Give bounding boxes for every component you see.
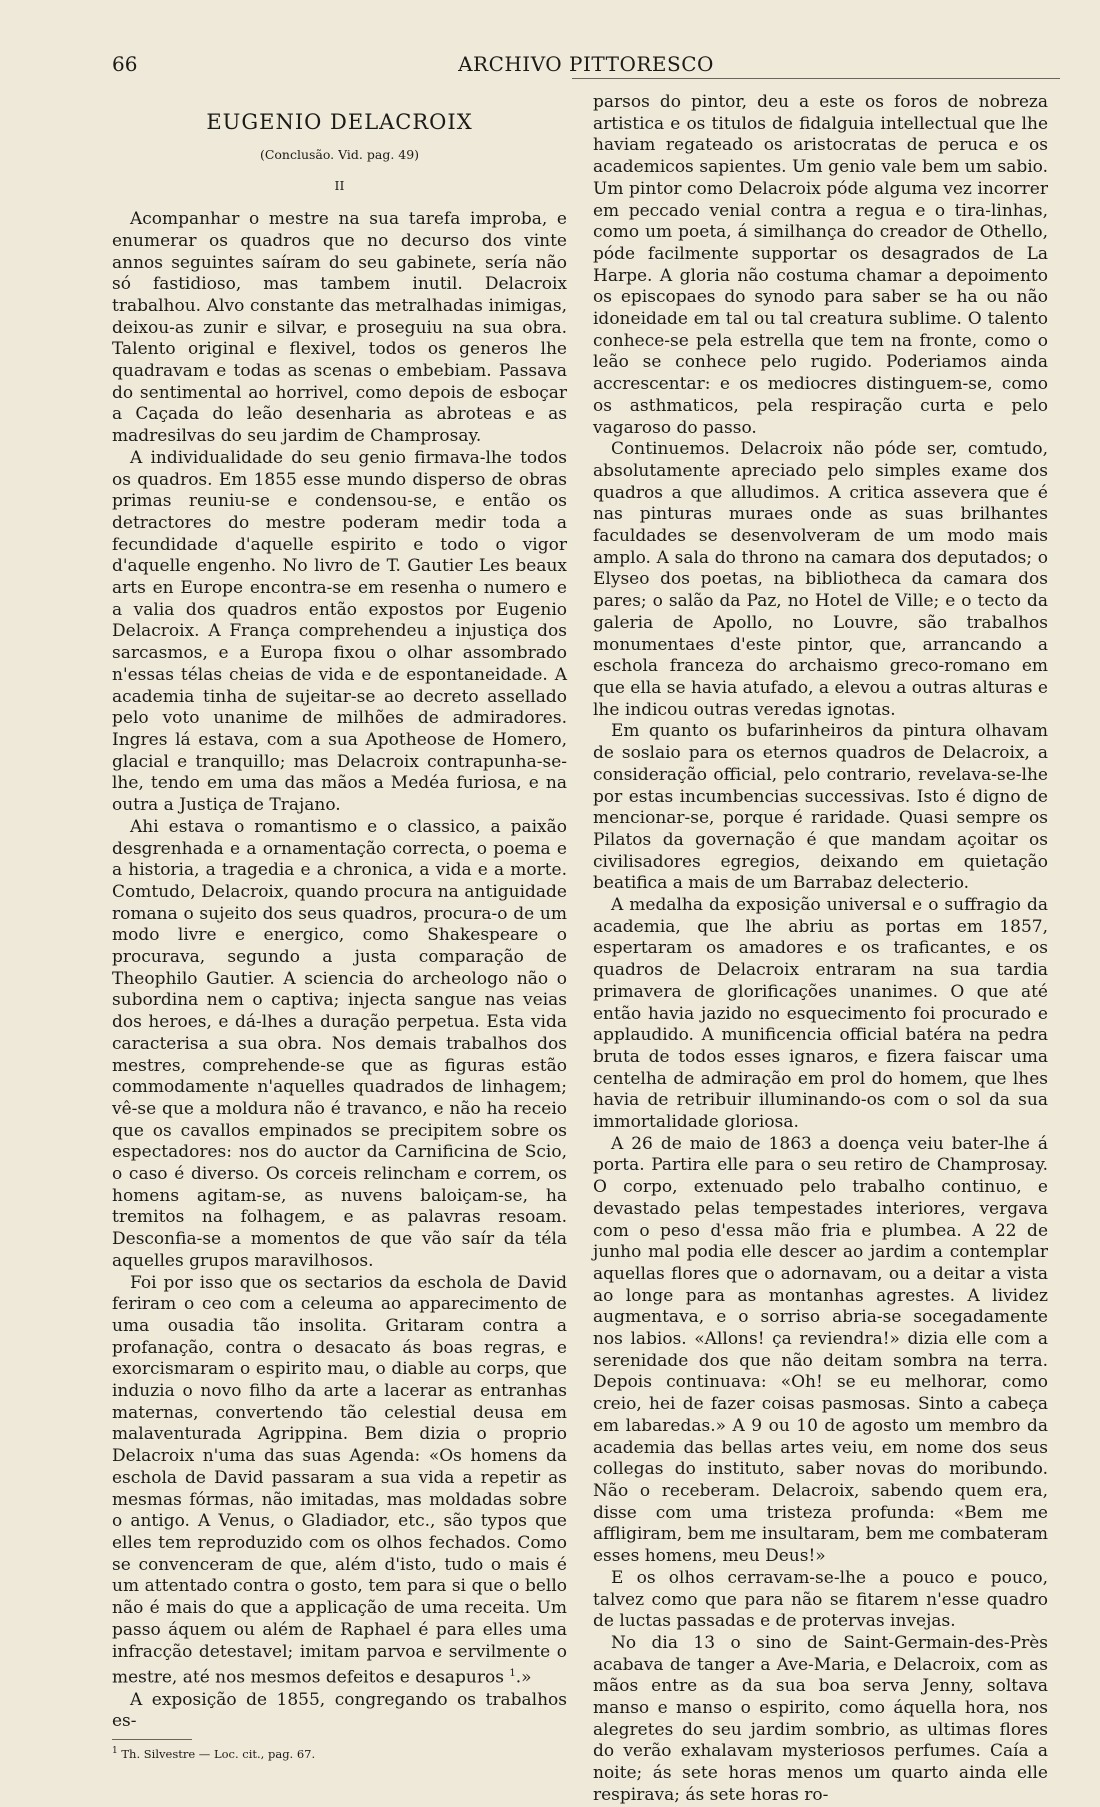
page-header	[112, 52, 1060, 80]
paragraph	[112, 1273, 567, 1690]
right-column	[593, 92, 1048, 1807]
paragraph: parsos do pintor, deu a este os foros de nobreza artistica e os titulos de fidalguia intellectual que lhe haviam regateado os aristocratas de peruca e os academicos sapientes. Um genio vale bem um sabio. Um pintor como Delacroix póde alguma vez incorrer em peccado venial contra a regua e o tira-linhas, como um poeta, á similhança do creador de Othello, póde facilmente supportar os desagrados de La Harpe. A gloria não costuma chamar a depoimento os episcopaes do synodo para saber se ha ou não idoneidade em tal ou tal creatura sublime. O talento conhece-se pela estrella que tem na fronte, como o leão se conhece pelo rugido. Poderiamos ainda accrescentar: e os mediocres distinguem-se, como os asthmaticos, pela respiração curta e pelo vagaroso do passo.	[593, 92, 1048, 438]
paragraph: Ahi estava o romantismo e o classico, a paixão desgrenhada e a ornamentação correcta, o poema e a historia, a tragedia e a chronica, a vida e a morte. Comtudo, Delacroix, quando procura na antiguidade romana o sujeito dos seus quadros, procura-o de um modo livre e energico, como Shakespeare o procurava, segundo a justa comparação de Theophilo Gautier. A sciencia do archeologo não o subordina nem o captiva; injecta sangue nas veias dos heroes, e dá-lhes a duração perpetua. Esta vida caracterisa a sua obra. Nos demais trabalhos dos mestres, comprehende-se que as figuras estão commodamente n'aquelles quadrados de linhagem; vê-se que a moldura não é travanco, e não ha receio que os cavallos empinados se precipitem sobre os espectadores: nos do auctor da Carnificina de Scio, o caso é diverso. Os corceis relincham e correm, os homens agitam-se, as nuvens baloiçam-se, ha tremitos na folhagem, e as palavras resoam. Desconfia-se a momentos de que vão saír da téla aquelles grupos maravilhosos.	[112, 816, 567, 1271]
paragraph: E os olhos cerravam-se-lhe a pouco e pouco, talvez como que para não se fitarem n'esse quadro de luctas passadas e de protervas invejas.	[593, 1567, 1048, 1632]
paragraph-end: .»	[515, 1667, 532, 1688]
page-number: 66	[112, 52, 138, 76]
paragraph: A 26 de maio de 1863 a doença veiu bater-lhe á porta. Partira elle para o seu retiro de Champrosay. O corpo, extenuado pelo trabalho continuo, e devastado pelas tempestades interiores, vergava com o peso d'essa mão fria e plumbea. A 22 de junho mal podia elle descer ao jardim a contemplar aquellas flores que o adornavam, ou a deitar a vista ao longe para as montanhas agrestes. A lividez augmentava, e o sorriso abria-se socegadamente nos labios. «Allons! ça reviendra!» dizia elle com a serenidade dos que não deitam sombra na terra. Depois continuava: «Oh! se eu melhorar, como creio, hei de fazer coisas pasmosas. Sinto a cabeça em labaredas.» A 9 ou 10 de agosto um membro da academia das bellas artes veiu, em nome dos seus collegas do instituto, saber novas do moribundo. Não o receberam. Delacroix, sabendo quem era, disse com uma tristeza profunda: «Bem me affligiram, bem me insultaram, bem me combateram esses homens, meu Deus!»	[593, 1133, 1048, 1567]
footnote-text: Th. Silvestre — Loc. cit., pag. 67.	[121, 1746, 316, 1761]
paragraph: A individualidade do seu genio firmava-lhe todos os quadros. Em 1855 esse mundo disperso de obras primas reuniu-se e condensou-se, e então os detractores do mestre poderam medir toda a fecundidade d'aquelle espirito e todo o vigor d'aquelle engenho. No livro de T. Gautier Les beaux arts en Europe encontra-se em resenha o numero e a valia dos quadros então expostos por Eugenio Delacroix. A França comprehendeu a injustiça dos sarcasmos, e a Europa fixou o olhar assombrado n'essas télas cheias de vida e de espontaneidade. A academia tinha de sujeitar-se ao decreto assellado pelo voto unanime de milhões de admiradores. Ingres lá estava, com a sua Apotheose de Homero, glacial e tranquillo; mas Delacroix contrapunha-se-lhe, tendo em uma das mãos a Medéa furiosa, e na outra a Justiça de Trajano.	[112, 447, 567, 816]
header-rule	[572, 78, 1060, 79]
left-column	[112, 92, 567, 1807]
paragraph: Continuemos. Delacroix não póde ser, comtudo, absolutamente apreciado pelo simples exame dos quadros a que alludimos. A critica assevera que é nas pinturas muraes onde as suas brilhantes faculdades se desenvolveram de um modo mais amplo. A sala do throno na camara dos deputados; o Elyseo dos poetas, na bibliotheca da camara dos pares; o salão da Paz, no Hotel de Ville; e o tecto da galeria de Apollo, no Louvre, são trabalhos monumentaes d'este pintor, que, arrancando a eschola franceza do archaismo greco-romano em que ella se havia atufado, a elevou a outras alturas e lhe indicou outras veredas ignotas.	[593, 439, 1048, 720]
footnote-number: 1	[112, 1745, 118, 1756]
article-title: EUGENIO DELACROIX	[206, 110, 473, 134]
paragraph: Em quanto os bufarinheiros da pintura olhavam de soslaio para os eternos quadros de Delacroix, a consideração official, pelo contrario, revelava-se-lhe por estas incumbencias successivas. Isto é digno de mencionar-se, porque é raridade. Quasi sempre os Pilatos da governação é que mandam açoitar os civilisadores egregios, deixando em quietação beatifica a mais de um Barrabaz delecterio.	[593, 721, 1048, 894]
paragraph: Acompanhar o mestre na sua tarefa improba, e enumerar os quadros que no decurso dos vinte annos seguintes saíram do seu gabinete, sería não só fastidioso, mas tambem inutil. Delacroix trabalhou. Alvo constante das metralhadas inimigas, deixou-as zunir e silvar, e proseguiu na sua obra. Talento original e flexivel, todos os generos lhe quadravam e todas as scenas o embebiam. Passava do sentimental ao horrivel, como depois de esboçar a Caçada do leão desenharia as abroteas e as madresilvas do seu jardim de Champrosay.	[112, 209, 567, 447]
paragraph: No dia 13 o sino de Saint-Germain-des-Près acabava de tanger a Ave-Maria, e Delacroix, com as mãos entre as da sua boa serva Jenny, soltava manso e manso o espirito, como áquella hora, nos alegretes do seu jardim sombrio, as ultimas flores do verão exhalavam mysteriosos perfumes. Caía a noite; ás sete horas menos um quarto ainda elle respirava; ás sete horas ro-	[593, 1632, 1048, 1805]
footnote-ref: 1	[509, 1668, 516, 1680]
running-title: ARCHIVO PITTORESCO	[458, 52, 714, 76]
paragraph: A medalha da exposição universal e o suffragio da academia, que lhe abriu as portas em 1857, espertaram os amadores e os traficantes, e os quadros de Delacroix entraram na sua tardia primavera de glorificações unanimes. O que até então havia jazido no esquecimento foi procurado e applaudido. A munificencia official batéra na pedra bruta de todos esses ignaros, e fizera faiscar uma centelha de admiração em prol do homem, que lhes havia de retribuir illuminando-os com o sol da sua immortalidade gloriosa.	[593, 895, 1048, 1133]
paragraph-text: Foi por isso que os sectarios da eschola de David feriram o ceo com a celeuma ao apparecimento de uma ousadia tão insolita. Gritaram contra a profanação, contra o desacato ás boas regras, e exorcismaram o espirito mau, o diable au corps, que induzia o novo filho da arte a lacerar as entranhas maternas, convertendo tão celestial deusa em malaventurada Agrippina. Bem dizia o proprio Delacroix n'uma das suas Agenda: «Os homens da eschola de David passaram a sua vida a repetir as mesmas fórmas, não imitadas, mas moldadas sobre o antigo. A Venus, o Gladiador, etc., são typos que elles tem reproduzido com os olhos fechados. Como se convenceram de que, além d'isto, tudo o mais é um attentado contra o gosto, tem para si que o bello não é mais do que a applicação de uma receita. Um passo áquem ou além de Raphael é para elles uma infracção detestavel; imitam parvoa e servilmente o mestre, até nos mesmos defeitos e desapuros	[112, 1272, 567, 1688]
footnote	[112, 1744, 567, 1762]
paragraph: A exposição de 1855, congregando os trabalhos es-	[112, 1689, 567, 1732]
text-columns	[112, 92, 1048, 1807]
article-subtitle: (Conclusão. Vid. pag. 49)	[259, 146, 420, 162]
section-number: II	[334, 178, 345, 194]
footnote-rule	[112, 1739, 192, 1740]
